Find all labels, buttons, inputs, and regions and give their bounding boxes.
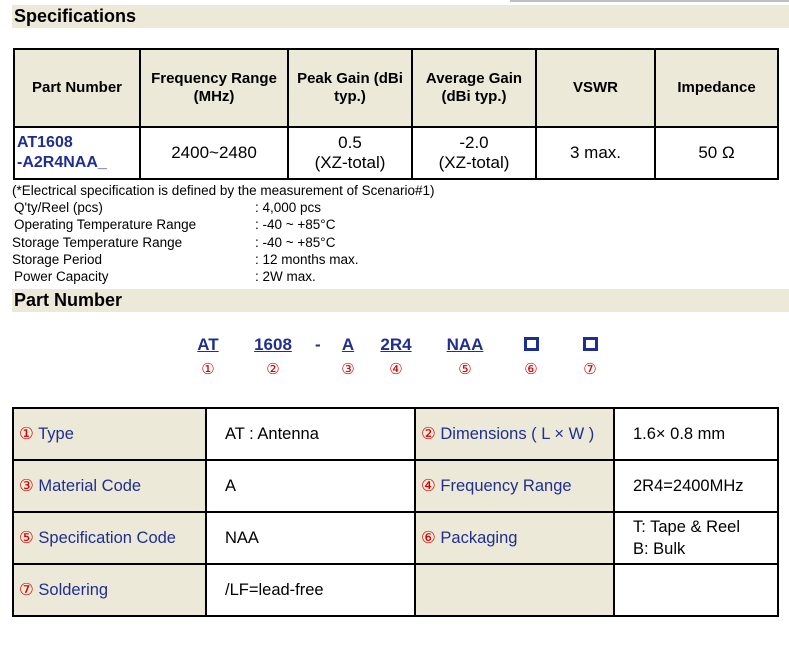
placeholder-box-icon [524, 337, 539, 351]
cell-average-gain: -2.0 (XZ-total) [412, 127, 536, 179]
cell-peak-gain: 0.5 (XZ-total) [288, 127, 412, 179]
part-number-breakdown [0, 334, 789, 384]
spec-data-row [14, 127, 778, 179]
header-frequency-range: Frequency Range (MHz) [140, 49, 288, 127]
value-material-code: A [206, 460, 415, 512]
empty-label-cell [415, 564, 614, 616]
header-part-number: Part Number [14, 49, 140, 127]
value-specification-code: NAA [206, 512, 415, 564]
code-segment: A ③ [341, 335, 355, 378]
label-type: ① Type [13, 408, 206, 460]
code-segment: 1608 ② [254, 335, 292, 378]
value-frequency-range: 2R4=2400MHz [614, 460, 778, 512]
specifications-table [13, 48, 779, 180]
header-impedance: Impedance [655, 49, 778, 127]
table-row [13, 460, 778, 512]
spec-notes [12, 182, 434, 285]
value-type: AT : Antenna [206, 408, 415, 460]
footnote: (*Electrical specification is defined by the measurement of Scenario#1) [12, 183, 435, 198]
code-segment: 2R4 ④ [380, 335, 412, 378]
part-number-heading: Part Number [12, 289, 789, 312]
header-peak-gain: Peak Gain (dBi typ.) [288, 49, 412, 127]
value-dimensions: 1.6× 0.8 mm [614, 408, 778, 460]
code-segment: NAA ⑤ [446, 335, 484, 378]
label-dimensions: ② Dimensions ( L × W ) [415, 408, 614, 460]
cell-vswr: 3 max. [536, 127, 655, 179]
header-vswr: VSWR [536, 49, 655, 127]
spec-header-row [14, 49, 778, 127]
top-rule [510, 0, 789, 2]
code-segment: ⑥ [518, 334, 544, 380]
code-dash: - [315, 335, 321, 354]
label-frequency-range: ④ Frequency Range [415, 460, 614, 512]
note-row: Storage Period : 12 months max. [12, 251, 359, 267]
header-average-gain: Average Gain (dBi typ.) [412, 49, 536, 127]
cell-impedance: 50 Ω [655, 127, 778, 179]
label-specification-code: ⑤ Specification Code [13, 512, 206, 564]
cell-frequency: 2400~2480 [140, 127, 288, 179]
table-row [13, 408, 778, 460]
code-segment: AT ① [197, 335, 219, 378]
value-soldering: /LF=lead-free [206, 564, 415, 616]
specifications-heading: Specifications [12, 5, 789, 28]
placeholder-box-icon [583, 337, 598, 351]
value-packaging: T: Tape & Reel B: Bulk [614, 512, 778, 564]
part-number-table [12, 407, 779, 617]
note-row: Power Capacity : 2W max. [14, 268, 316, 284]
note-row: Q'ty/Reel (pcs) : 4,000 pcs [14, 200, 322, 216]
table-row [13, 512, 778, 564]
note-row: Storage Temperature Range : -40 ~ +85°C [12, 234, 336, 250]
label-soldering: ⑦ Soldering [13, 564, 206, 616]
note-row: Operating Temperature Range : -40 ~ +85°C [14, 217, 336, 233]
code-segment: ⑦ [577, 334, 603, 380]
label-material-code: ③ Material Code [13, 460, 206, 512]
table-row [13, 564, 778, 616]
cell-part-number: AT1608 -A2R4NAA_ [14, 127, 140, 179]
empty-value-cell [614, 564, 778, 616]
label-packaging: ⑥ Packaging [415, 512, 614, 564]
